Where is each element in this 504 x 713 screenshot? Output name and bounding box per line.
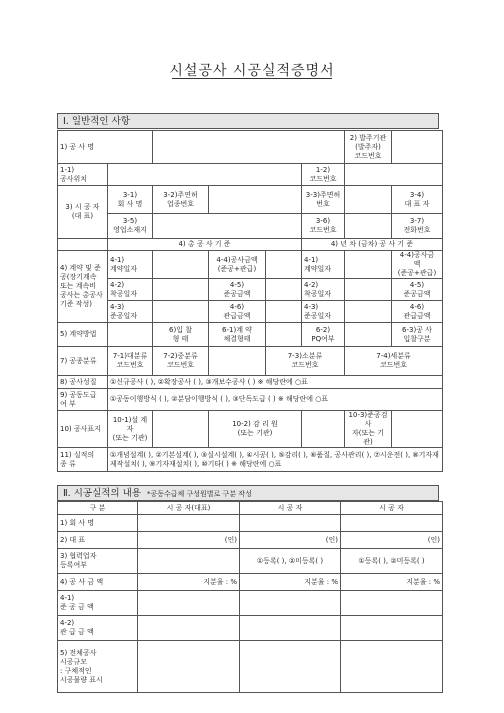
row-value-lead[interactable] — [138, 515, 240, 532]
field-label-middle-class: 7-2)중분류 코드번호 — [153, 347, 209, 376]
field-label-bid-type: 6)입 찰 형 태 — [153, 323, 209, 347]
field-label-supplied-amount: 4-6) 관급금액 — [209, 301, 266, 323]
performance-table — [57, 501, 443, 693]
field-value-location-code[interactable] — [345, 164, 443, 186]
field-label-work-markers: 10) 공사표지 — [58, 411, 108, 448]
field-label-year-start-date: 4-2) 착공일자 — [302, 279, 345, 301]
field-value-project-name[interactable] — [153, 131, 345, 164]
field-label-completion-date: 4-3) 준공일자 — [108, 301, 153, 323]
field-label-performance-type: 11) 실적의 종 류 — [58, 448, 108, 472]
section2-note: *공동수급체 구성원별로 구분 작성 — [146, 490, 252, 498]
row-label: 1) 회 사 명 — [58, 515, 138, 532]
field-label-detail-class: 7-4)세분류 코드번호 — [345, 347, 443, 376]
field-label-major-class: 7-1)대분류 코드번호 — [108, 347, 153, 376]
row-value-3[interactable]: ①등록( ), ②미등록( ) — [341, 549, 443, 574]
field-label-client: 2) 발주기관 (발주자) 코드번호 — [345, 131, 392, 164]
row-value-2[interactable]: ①등록( ), ②미등록( ) — [240, 549, 341, 574]
field-label-office-address: 3-5) 영업소재지 — [108, 214, 153, 239]
field-label-location-code: 1-2) 코드번호 — [302, 164, 345, 186]
field-label-main-license: 3-2)주연허 업종번호 — [153, 186, 209, 214]
section1-heading — [57, 113, 439, 129]
general-info-table — [57, 130, 443, 472]
field-value-location[interactable] — [108, 164, 302, 186]
row-value-3[interactable] — [341, 591, 443, 616]
field-label-contract-date: 4-1) 계약일자 — [108, 251, 153, 279]
header-yearly-basis: 4) 년 차 (금차) 공 사 기 준 — [302, 239, 443, 251]
header-total-basis: 4) 총 공 사 기 준 — [108, 239, 302, 251]
field-value-client-code[interactable] — [392, 131, 443, 164]
table-row — [58, 515, 443, 532]
field-label-work-classification: 7) 공종분류 — [58, 347, 108, 376]
section1-heading-text: Ⅰ. 일반적인 사항 — [63, 116, 130, 127]
field-value-performance-type[interactable]: ①개념설계( ), ②기본설계( ), ③실시설계( ), ④시공( ), ⑤감리( ), ⑥품질, 공사관리( ), ⑦시운전( ), ⑧기자재제작설치( ), ⑨기자재설치( ), ⑩기타( ) ※ 해당란에 ○표 — [108, 448, 443, 472]
row-value-2[interactable] — [240, 591, 341, 616]
field-label-year-completion-amount: 4-5) 준공금액 — [392, 279, 443, 301]
section2-heading — [57, 485, 439, 501]
field-label-pq: 6-2) PQ여부 — [302, 323, 345, 347]
field-label-year-supplied-amount: 4-6) 관급금액 — [392, 301, 443, 323]
field-label-contract-completion: 4) 계약 및 준공(장기계속 또는 계속비 공사는 총공사 기준 작성) — [58, 251, 108, 323]
field-label-work-nature: 8) 공사성질 — [58, 376, 108, 389]
row-label: 5) 전체공사 시공규모 : 구체적인 시공물량 표시 — [58, 641, 138, 693]
row-label: 2) 대 표 — [58, 532, 138, 549]
field-label-contract-type: 6-1)계 약 체결형태 — [209, 323, 266, 347]
field-label-construction-amount: 4-4)공사금액 (준공+관급) — [209, 251, 266, 279]
row-value-3[interactable]: 지분율 : % — [341, 574, 443, 591]
row-value-lead[interactable] — [138, 549, 240, 574]
field-label-supervisor: 10-2) 감 리 원 (또는 기관) — [209, 411, 302, 448]
col-header-lead-contractor: 시 공 자(대표) — [138, 502, 240, 515]
field-label-location: 1-1) 공사위치 — [58, 164, 108, 186]
field-label-joint-contract: 9) 공동도급 여 부 — [58, 389, 108, 411]
field-value-office-code[interactable] — [345, 214, 392, 239]
field-label-year-construction-amount: 4-4)공사금 액 (준공+관급) — [392, 251, 443, 279]
row-value-2[interactable] — [240, 641, 341, 693]
field-label-license-no: 3-3)주면허 번호 — [302, 186, 345, 214]
col-header-category: 구 분 — [58, 502, 138, 515]
row-value-3[interactable] — [341, 616, 443, 641]
table-row — [58, 641, 443, 693]
row-value-2[interactable]: (인) — [240, 532, 341, 549]
table-row — [58, 591, 443, 616]
row-value-3[interactable] — [341, 515, 443, 532]
field-value-joint-contract[interactable]: ①공동이행방식 ( ), ②분담이행방식 ( ), ③단독도급 ( ) ※ 해당란에 ○표 — [108, 389, 443, 411]
row-label: 4-1) 준 공 금 액 — [58, 591, 138, 616]
field-label-minor-class: 7-3)소분류 코드번호 — [266, 347, 345, 376]
row-label: 4) 공 사 금 액 — [58, 574, 138, 591]
title-underline — [172, 78, 332, 79]
row-value-lead[interactable] — [138, 641, 240, 693]
table-row — [58, 574, 443, 591]
row-label: 4-2) 관 급 금 액 — [58, 616, 138, 641]
field-label-company-name: 3-1) 회 사 명 — [108, 186, 153, 214]
document-title: 시설공사 시공실적증명서 — [169, 63, 335, 79]
field-value-work-nature[interactable]: ①신규공사 ( ), ②확장공사 ( ), ③개보수공사 ( ) ※ 해당란에 ○표 — [108, 376, 443, 389]
field-label-contractor: 3) 시 공 자 (대 표) — [58, 186, 108, 239]
field-label-start-date: 4-2) 착공일자 — [108, 279, 153, 301]
field-label-phone: 3-7) 전화번호 — [392, 214, 443, 239]
row-value-2[interactable]: 지분율 : % — [240, 574, 341, 591]
col-header-contractor-2: 시 공 자 — [240, 502, 341, 515]
section2-heading-text: Ⅱ. 시공실적의 내용 — [63, 488, 141, 499]
field-label-year-completion-date: 4-3) 준공일자 — [302, 301, 345, 323]
field-value-license-no[interactable] — [345, 186, 392, 214]
field-label-completion-amount: 4-5) 준공금액 — [209, 279, 266, 301]
row-value-lead[interactable]: 지분율 : % — [138, 574, 240, 591]
field-label-designer: 10-1)설 계 자 (또는 기관) — [108, 411, 153, 448]
col-header-contractor-3: 시 공 자 — [341, 502, 443, 515]
table-row — [58, 532, 443, 549]
field-label-bid-category: 6-3)공 사 입찰구분 — [392, 323, 443, 347]
row-value-3[interactable] — [341, 641, 443, 693]
row-value-2[interactable] — [240, 515, 341, 532]
field-value-main-license[interactable] — [209, 186, 302, 214]
field-label-representative: 3-4) 대 표 자 — [392, 186, 443, 214]
field-label-project-name: 1) 공 사 명 — [58, 131, 153, 164]
field-label-inspector: 10-3)준공검사 자(또는 기 관) — [345, 411, 392, 448]
field-label-year-contract-date: 4-1) 계약일자 — [302, 251, 345, 279]
table-row — [58, 549, 443, 574]
row-value-2[interactable] — [240, 616, 341, 641]
row-value-lead[interactable] — [138, 591, 240, 616]
row-value-3[interactable]: (인) — [341, 532, 443, 549]
table-row — [58, 616, 443, 641]
field-label-office-code: 3-6) 코드번호 — [302, 214, 345, 239]
field-value-office-address[interactable] — [153, 214, 302, 239]
field-label-contract-method: 5) 계약방법 — [58, 323, 108, 347]
row-value-lead[interactable]: (인) — [138, 532, 240, 549]
row-label: 3) 협력업자 등록여부 — [58, 549, 138, 574]
row-value-lead[interactable] — [138, 616, 240, 641]
